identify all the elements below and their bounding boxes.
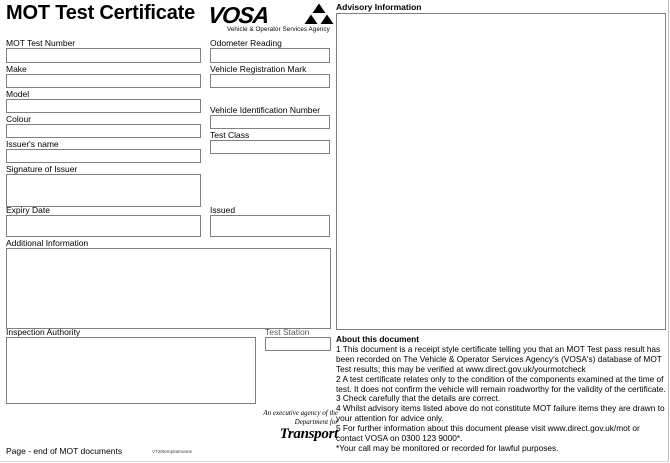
about-line-4: 4 Whilst advisory items listed above do not constitute MOT failure items they are drawn to your attention for advice only. bbox=[336, 403, 665, 424]
page-title: MOT Test Certificate bbox=[6, 2, 195, 24]
about-line-3: 3 Check carefully that the details are correct. bbox=[336, 393, 501, 404]
label-advisory-information: Advisory Information bbox=[336, 2, 422, 12]
label-test-class: Test Class bbox=[210, 130, 250, 140]
footer-template-id: VT20templatename bbox=[152, 449, 193, 454]
input-colour[interactable] bbox=[6, 124, 201, 138]
input-issuers-name[interactable] bbox=[6, 149, 201, 163]
about-line-2: 2 A test certificate relates only to the condition of the components examined at the time of test. It does not confirm the vehicle will remain roadworthy for the validity of the certificate. bbox=[336, 373, 666, 394]
label-colour: Colour bbox=[6, 114, 32, 124]
label-odometer-reading: Odometer Reading bbox=[210, 38, 282, 48]
input-test-class[interactable] bbox=[210, 140, 330, 154]
input-issued[interactable] bbox=[210, 215, 330, 237]
label-additional-information: Additional Information bbox=[6, 238, 89, 248]
vosa-logo bbox=[208, 2, 340, 34]
input-odometer-reading[interactable] bbox=[210, 48, 330, 63]
label-inspection-authority: Inspection Authority bbox=[6, 327, 81, 337]
input-model[interactable] bbox=[6, 99, 201, 113]
label-expiry-date: Expiry Date bbox=[6, 205, 50, 215]
about-footnote: *Your call may be monitored or recorded for lawful purposes. bbox=[336, 442, 559, 453]
input-expiry-date[interactable] bbox=[6, 215, 201, 237]
input-additional-information[interactable] bbox=[6, 248, 331, 329]
input-mot-test-number[interactable] bbox=[6, 48, 201, 63]
label-mot-test-number: MOT Test Number bbox=[6, 38, 76, 48]
about-line-5: 5 For further information about this document please visit www.direct.gov.uk/mot or contact VOSA on 0300 123 9000*. bbox=[336, 423, 640, 444]
vosa-wordmark: VOSA bbox=[206, 2, 270, 28]
input-inspection-authority[interactable] bbox=[6, 337, 256, 404]
label-make: Make bbox=[6, 64, 27, 74]
agency-line-1: An executive agency of the bbox=[263, 409, 338, 417]
label-vehicle-registration-mark: Vehicle Registration Mark bbox=[210, 64, 307, 74]
label-issued: Issued bbox=[210, 205, 236, 215]
input-advisory-information[interactable] bbox=[336, 13, 666, 330]
input-test-station[interactable] bbox=[265, 337, 331, 351]
label-model: Model bbox=[6, 89, 30, 99]
transport-wordmark: Transport bbox=[279, 426, 338, 442]
input-make[interactable] bbox=[6, 74, 201, 88]
three-triangles-mot-symbol bbox=[304, 3, 334, 25]
input-vehicle-registration-mark[interactable] bbox=[210, 74, 330, 88]
input-vehicle-identification-number[interactable] bbox=[210, 115, 330, 129]
vosa-subtitle: Vehicle & Operator Services Agency bbox=[227, 26, 330, 33]
label-signature-of-issuer: Signature of Issuer bbox=[6, 164, 78, 174]
about-heading: About this document bbox=[336, 334, 419, 344]
agency-line-2: Department for bbox=[294, 417, 338, 426]
about-line-1: 1 This document is a receipt style certificate telling you that an MOT Test pass result has been recorded on The Vehicle & Operator Services Agency's (VOSA's) database of MOT Test results; this may be verified at www.direct.gov.uk/yourmotcheck bbox=[336, 343, 662, 374]
department-for-transport-logo bbox=[230, 409, 338, 442]
label-test-station: Test Station bbox=[265, 327, 310, 337]
about-this-document bbox=[336, 335, 668, 454]
input-signature-of-issuer[interactable] bbox=[6, 174, 201, 207]
footer-page-text: Page - end of MOT documents bbox=[6, 446, 123, 456]
label-vehicle-identification-number: Vehicle Identification Number bbox=[210, 105, 321, 115]
label-issuers-name: Issuer's name bbox=[6, 139, 59, 149]
